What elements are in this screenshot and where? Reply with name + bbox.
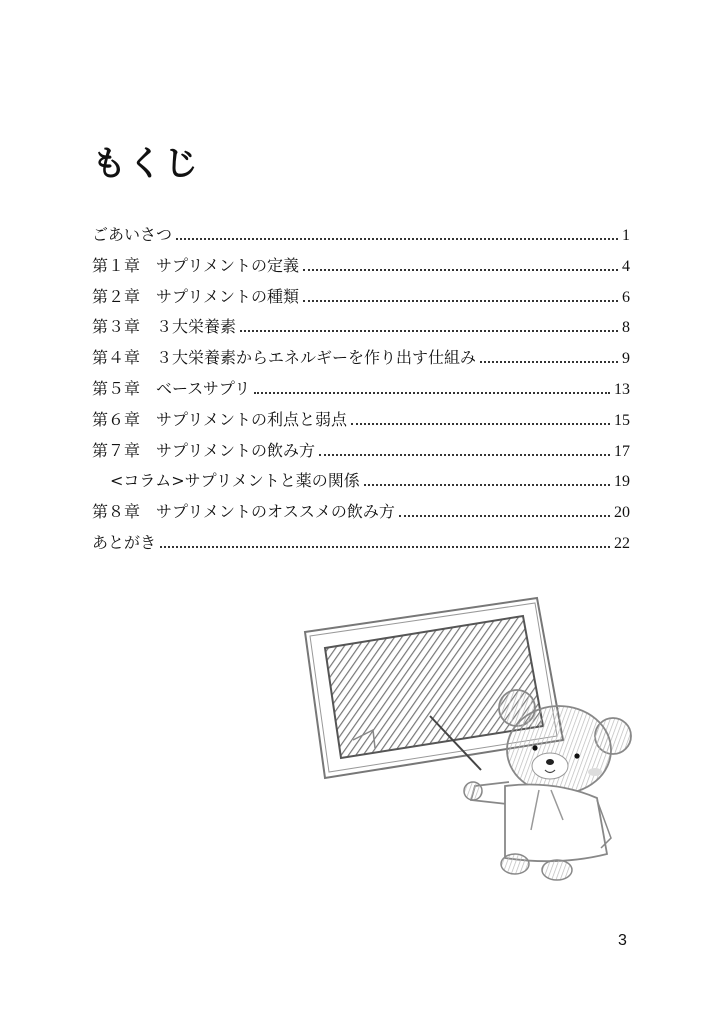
- toc-entry-page: 22: [614, 534, 630, 552]
- dot-leader: [399, 515, 610, 517]
- page-title: もくじ: [92, 144, 200, 184]
- toc-entry-page: 4: [622, 257, 630, 275]
- dot-leader: [254, 392, 610, 394]
- toc-entry[interactable]: [92, 345, 630, 376]
- toc-entry-label: 第７章 サプリメントの飲み方: [92, 440, 316, 460]
- toc-entry-label: 第１章 サプリメントの定義: [92, 255, 300, 275]
- table-of-contents: [92, 222, 630, 561]
- toc-entry-label: 第８章 サプリメントのオススメの飲み方: [92, 502, 395, 522]
- toc-entry[interactable]: [92, 499, 630, 530]
- dot-leader: [240, 330, 618, 332]
- dot-leader: [364, 484, 610, 486]
- toc-entry-page: 20: [614, 504, 630, 522]
- toc-entry[interactable]: [92, 222, 630, 253]
- toc-entry-label: 第２章 サプリメントの種類: [92, 286, 300, 306]
- dot-leader: [480, 361, 618, 363]
- dot-leader: [303, 269, 618, 271]
- toc-entry-label: ごあいさつ: [92, 225, 173, 244]
- toc-entry[interactable]: [92, 314, 630, 345]
- toc-entry[interactable]: [92, 407, 630, 438]
- toc-entry-label: <コラム>サプリメントと薬の関係: [110, 471, 360, 491]
- toc-entry-page: 13: [614, 380, 630, 398]
- toc-entry-label: あとがき: [92, 532, 157, 552]
- toc-entry-column[interactable]: [92, 468, 630, 499]
- toc-entry-page: 6: [622, 288, 630, 306]
- dot-leader: [160, 546, 610, 548]
- dot-leader: [303, 300, 618, 302]
- toc-entry[interactable]: [92, 253, 630, 284]
- toc-entry[interactable]: [92, 284, 630, 315]
- toc-entry-page: 9: [622, 350, 630, 368]
- toc-entry-page: 15: [614, 411, 630, 429]
- dot-leader: [319, 454, 610, 456]
- toc-entry-label: 第６章 サプリメントの利点と弱点: [92, 409, 348, 429]
- toc-entry-page: 19: [614, 473, 630, 491]
- toc-entry-page: 17: [614, 442, 630, 460]
- page-number: 3: [618, 932, 627, 949]
- dot-leader: [176, 238, 618, 240]
- toc-entry-label: 第４章 ３大栄養素からエネルギーを作り出す仕組み: [92, 348, 477, 368]
- toc-entry-label: 第５章 ベースサプリ: [92, 378, 251, 398]
- toc-entry[interactable]: [92, 376, 630, 407]
- toc-entry-label: 第３章 ３大栄養素: [92, 317, 237, 337]
- toc-entry[interactable]: [92, 530, 630, 561]
- bear-teacher-illustration: [295, 590, 635, 890]
- dot-leader: [351, 423, 610, 425]
- toc-entry-page: 1: [622, 227, 630, 244]
- toc-entry-page: 8: [622, 319, 630, 337]
- toc-entry[interactable]: [92, 438, 630, 469]
